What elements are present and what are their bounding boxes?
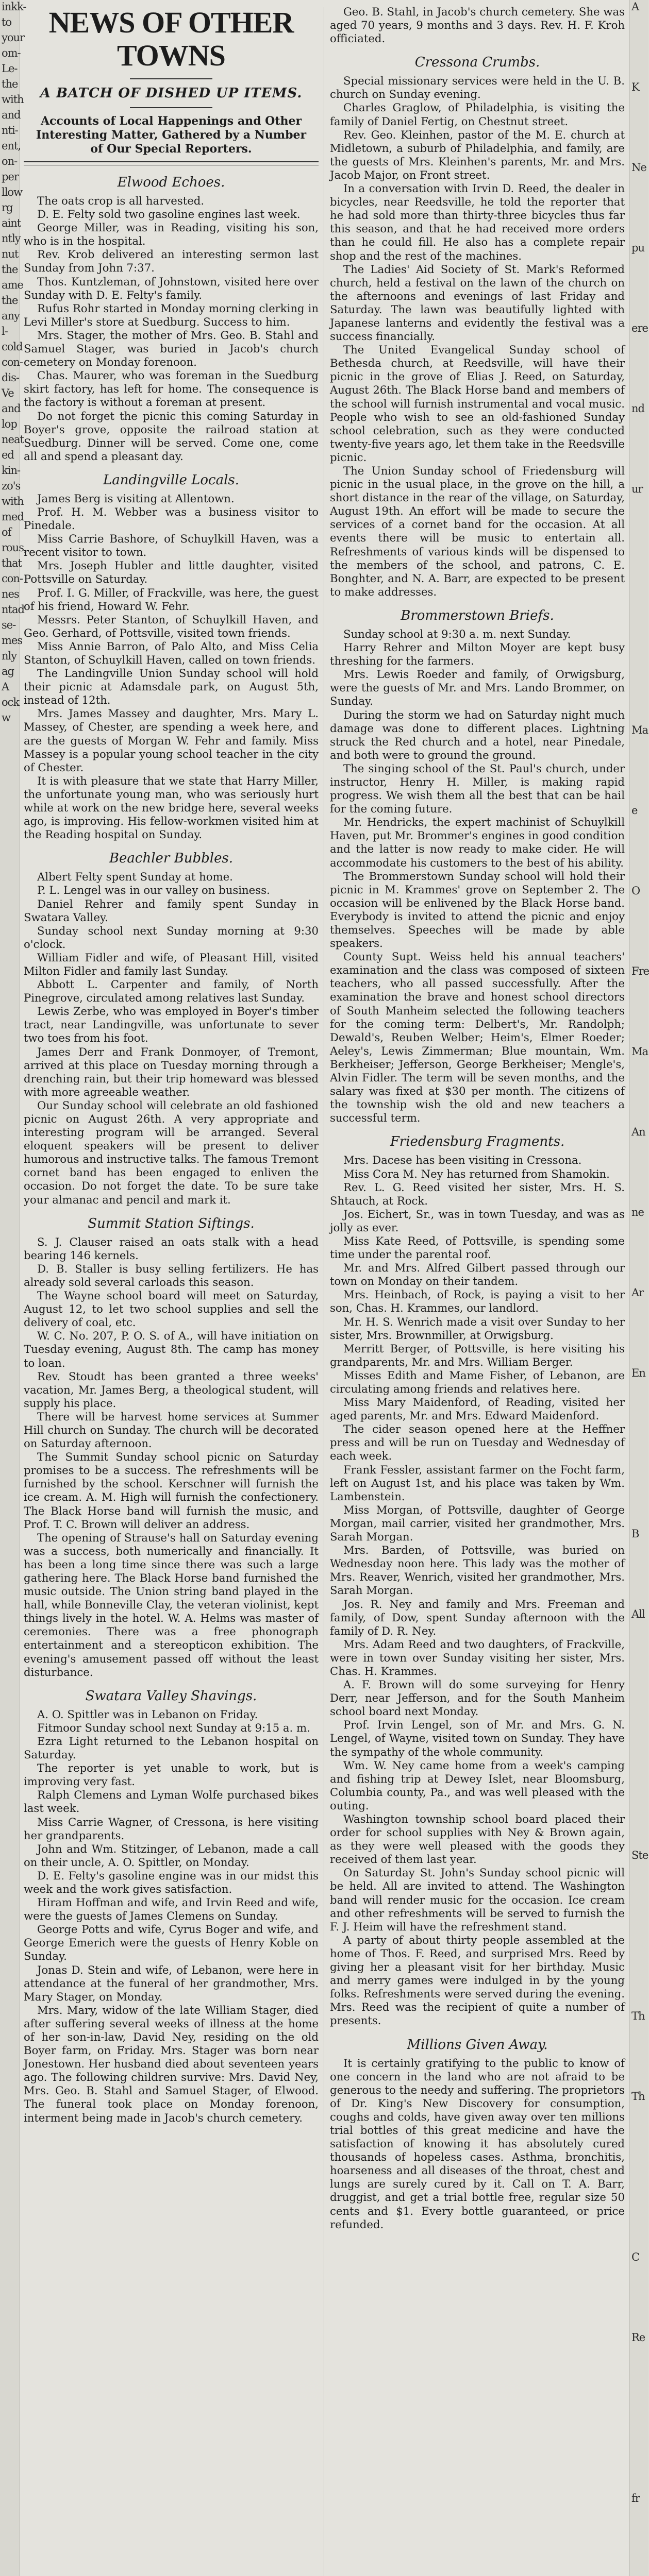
- news-item: James Berg is visiting at Allentown.: [37, 492, 235, 505]
- news-item: A. O. Spittler was in Lebanon on Friday.: [37, 1707, 258, 1721]
- news-item: Mrs. Barden, of Pottsville, was buried on Wednesday noon here. This lady was the mother of Mrs. Reaver, Wenrich, visited her grandmother, Mrs. Sarah Morgan.: [330, 1544, 625, 1597]
- edge-text-fragment: K: [631, 81, 639, 93]
- edge-text-fragment: All: [631, 1608, 645, 1620]
- news-item: D. E. Felty's gasoline engine was in our midst this week and the work gives satisfaction.: [24, 1869, 319, 1895]
- edge-text-fragment: inkk-: [2, 1, 26, 13]
- left-column-fragment: [0, 0, 27, 2576]
- news-item: Prof. Irvin Lengel, son of Mr. and Mrs. G. N. Lengel, of Wayne, visited town on Sunday. They have the sympathy of the whole community.: [330, 1718, 625, 1758]
- news-item: Mrs. Lewis Roeder and family, of Orwigsburg, were the guests of Mr. and Mrs. Lando Brommer, on Sunday.: [330, 668, 625, 708]
- news-item: James Derr and Frank Donmoyer, of Tremont, arrived at this place on Tuesday morning through a drenching rain, but their trip homeward was blessed with more agreeable weather.: [24, 1045, 319, 1098]
- news-item: Mrs. James Massey and daughter, Mrs. Mary L. Massey, of Chester, are spending a week here, and are the guests of Morgan W. Fehr and family. Miss Massey is a popular young school teacher in the city of Chester.: [24, 707, 319, 774]
- edge-text-fragment: nd: [631, 402, 644, 415]
- edge-text-fragment: nti-: [2, 124, 18, 137]
- news-item: Do not forget the picnic this coming Saturday in Boyer's grove, opposite the railroad station at Suedburg. Dinner will be served. Come one, come all and spend a pleasant day.: [24, 409, 319, 463]
- edge-text-fragment: [629, 1768, 648, 1782]
- edge-text-fragment: En: [631, 1367, 645, 1379]
- edge-text-fragment: any: [2, 310, 20, 322]
- edge-text-fragment: ame: [2, 279, 23, 291]
- news-item: S. J. Clauser raised an oats stalk with a head bearing 146 kernels.: [24, 1235, 319, 1262]
- news-item: The opening of Strause's hall on Saturday evening was a success, both numerically and financially. It has been a long time since there was such a large gathering here. The Black Horse band furnished the music outside. The Union string band played in the hall, while Bonneville Clay, the veteran violinist, kept things lively in the hotel. W. A. Helms was master of ceremonies. There was a free phonograph entertainment and a stereopticon exhibition. The evening's amusement passed off without the least disturbance.: [24, 1531, 319, 1679]
- double-rule: [24, 161, 319, 165]
- edge-text-fragment: nes: [2, 588, 19, 600]
- edge-text-fragment: fr: [631, 2492, 640, 2504]
- news-item: Daniel Rehrer and family spent Sunday in Swatara Valley.: [24, 897, 319, 924]
- edge-text-fragment: ock: [2, 696, 20, 708]
- edge-text-fragment: Ar: [631, 1286, 644, 1299]
- news-item: D. E. Felty sold two gasoline engines last week.: [37, 208, 301, 221]
- edge-text-fragment: Ma: [631, 724, 648, 736]
- divider: [130, 78, 212, 79]
- news-item: A. F. Brown will do some surveying for Henry Derr, near Jefferson, and for the South Manheim school board next Monday.: [330, 1678, 625, 1718]
- edge-text-fragment: nut: [2, 248, 19, 260]
- edge-text-fragment: ne: [631, 1206, 644, 1218]
- news-item: Thos. Kuntzleman, of Johnstown, visited here over Sunday with D. E. Felty's family.: [24, 275, 319, 301]
- news-item: It is with pleasure that we state that Harry Miller, the unfortunate young man, who was seriously hurt while at work on the new bridge here, several weeks ago, is improving. His fellow-workmen visited him at the Reading hospital on Sunday.: [24, 774, 319, 841]
- section-heading: Cressona Crumbs.: [414, 55, 540, 71]
- news-item: Hiram Hoffman and wife, and Irvin Reed and wife, were the guests of James Clemens on Sunday.: [24, 1896, 319, 1923]
- edge-text-fragment: your: [2, 31, 25, 44]
- edge-text-fragment: of: [2, 526, 11, 538]
- news-item: Our Sunday school will celebrate an old fashioned picnic on August 26th. A very appropriate and interesting program will be arranged. Several eloquent speakers will be present to deliver humorous and instructive talks. The famous Tremont cornet band has been engaged to enliven the occasion. Do not forget the date. To be sure take your almanac and pencil and mark it.: [24, 1098, 319, 1206]
- news-item: Chas. Maurer, who was foreman in the Suedburg skirt factory, has left for home. The consequence is the factory is without a foreman at present.: [24, 369, 319, 409]
- news-item: Rev. Krob delivered an interesting sermon last Sunday from John 7:37.: [24, 248, 319, 275]
- news-item: Miss Carrie Wagner, of Cressona, is here visiting her grandparents.: [24, 1815, 319, 1842]
- news-item: Rev. Stoudt has been granted a three weeks' vacation, Mr. James Berg, a theological student, will supply his place.: [24, 1369, 319, 1410]
- column-1-body: [24, 174, 319, 2125]
- news-item: George Miller, was in Reading, visiting his son, who is in the hospital.: [24, 221, 319, 248]
- section-heading: Summit Station Siftings.: [88, 1215, 255, 1231]
- edge-text-fragment: e: [631, 804, 638, 817]
- section-heading: Friedensburg Fragments.: [390, 1134, 565, 1150]
- news-item: Merritt Berger, of Pottsville, is here visiting his grandparents, Mr. and Mrs. William Berger.: [330, 1342, 625, 1368]
- edge-text-fragment: the: [2, 294, 18, 307]
- news-item: County Supt. Weiss held his annual teachers' examination and the class was composed of sixteen teachers, who all passed successfully. After the examination the brave and honest school directors of South Manheim selected the following teachers for the coming term: Delbert's, Mr. Randolph; Dewald's, Reuben Welber; Heim's, Elmer Roeder; Aeley's, Lewis Zimmerman; Blue mountain, Wm. Berkheiser; Jefferson, George Berkheiser; Mengle's, Alvin Fidler. The term will be seven months, and the salary was fixed at $30 per month. The citizens of the township wish the old and new teachers a successful term.: [330, 950, 625, 1125]
- news-item: Sunday school next Sunday morning at 9:30 o'clock.: [24, 924, 319, 951]
- edge-text-fragment: ere: [631, 322, 648, 334]
- news-item: Special missionary services were held in the U. B. church on Sunday evening.: [330, 74, 625, 101]
- edge-text-fragment: to: [2, 16, 12, 28]
- edge-text-fragment: [629, 2411, 648, 2425]
- edge-text-fragment: om-: [2, 47, 21, 59]
- news-item: Wm. W. Ney came home from a week's camping and fishing trip at Dewey Islet, near Bloomsburg, Columbia county, Pa., and was well pleased with the outing.: [330, 1758, 625, 1812]
- section-heading: Brommerstown Briefs.: [401, 607, 554, 623]
- edge-text-fragment: llow: [2, 186, 23, 198]
- news-item: Charles Graglow, of Philadelphia, is visiting the family of Daniel Fertig, on Chestnut street.: [330, 101, 625, 128]
- edge-text-fragment: [629, 643, 648, 656]
- edge-text-fragment: [629, 2170, 648, 2183]
- news-item: Miss Annie Barron, of Palo Alto, and Miss Celia Stanton, of Schuylkill Haven, called on town friends.: [24, 639, 319, 666]
- edge-text-fragment: Le-: [2, 62, 18, 75]
- news-item: It is certainly gratifying to the public to know of one concern in the land who are not afraid to be generous to the needy and suffering. The proprietors of Dr. King's New Discovery for consumption, coughs and colds, have given away over ten millions trial bottles of this great medicine and have the satisfaction of knowing it has absolutely cured thousands of hopeless cases. Asthma, bronchitis, hoarseness and all diseases of the throat, chest and lungs are surely cured by it. Call on T. A. Barr, druggist, and get a trial bottle free, regular size 50 cents and $1. Every bottle guaranteed, or price refunded.: [330, 2056, 625, 2231]
- edge-text-fragment: [629, 1688, 648, 1701]
- news-item: William Fidler and wife, of Pleasant Hill, visited Milton Fidler and family last Sunday.: [24, 951, 319, 977]
- edge-text-fragment: the: [2, 78, 18, 90]
- edge-text-fragment: Ne: [631, 161, 646, 174]
- news-item: The Wayne school board will meet on Saturday, August 12, to let two school supplies and sell the delivery of coal, etc.: [24, 1289, 319, 1329]
- news-item: Messrs. Peter Stanton, of Schuylkill Haven, and Geo. Gerhard, of Pottsville, visited town friends.: [24, 613, 319, 639]
- edge-text-fragment: An: [631, 1126, 645, 1138]
- edge-text-fragment: with: [2, 93, 24, 106]
- column-2-body: [330, 5, 625, 2231]
- news-item: Sunday school at 9:30 a. m. next Sunday.: [343, 627, 571, 640]
- right-column-fragment: [629, 0, 648, 2576]
- news-item: Miss Carrie Bashore, of Schuylkill Haven, was a recent visitor to town.: [24, 532, 319, 559]
- news-item: Ezra Light returned to the Lebanon hospital on Saturday.: [24, 1734, 319, 1761]
- news-item: Jos. Eichert, Sr., was in town Tuesday, and was as jolly as ever.: [330, 1207, 625, 1234]
- edge-text-fragment: Re: [631, 2331, 645, 2344]
- section-heading: Elwood Echoes.: [117, 175, 225, 190]
- news-item: Prof. I. G. Miller, of Frackville, was here, the guest of his friend, Howard W. Fehr.: [24, 586, 319, 613]
- edge-text-fragment: ur: [631, 483, 643, 495]
- news-item: Mrs. Joseph Hubler and little daughter, visited Pottsville on Saturday.: [24, 559, 319, 586]
- edge-text-fragment: O: [631, 885, 640, 897]
- deck-subheadline: Accounts of Local Happenings and Other Interesting Matter, Gathered by a Number of Our Special Reporters.: [36, 114, 307, 156]
- news-item: Jonas D. Stein and wife, of Lebanon, were here in attendance at the funeral of her grandmother, Mrs. Mary Stager, on Monday.: [24, 1963, 319, 2003]
- second-column: [330, 5, 625, 2231]
- edge-text-fragment: rous,: [2, 541, 27, 554]
- news-item: Fitmoor Sunday school next Sunday at 9:15 a. m.: [37, 1721, 310, 1734]
- news-item: On Saturday St. John's Sunday school picnic will be held. All are invited to attend. The Washington band will render music for the occasion. Ice cream and other refreshments will be served to furnish the F. J. Heim will have the refreshment stand.: [330, 1866, 625, 1933]
- edge-text-fragment: aint: [2, 217, 21, 229]
- edge-text-fragment: and: [2, 402, 21, 415]
- edge-text-fragment: ntly: [2, 232, 21, 245]
- news-item: Geo. B. Stahl, in Jacob's church cemetery. She was aged 70 years, 9 months and 3 days. Rev. H. F. Kroh officiated.: [330, 5, 625, 45]
- news-item: The singing school of the St. Paul's church, under instructor, Henry H. Miller, is making rapid progress. We wish them all the best that can be hail for the coming future.: [330, 761, 625, 816]
- news-item: Rufus Rohr started in Monday morning clerking in Levi Miller's store at Suedburg. Success to him.: [24, 301, 319, 328]
- news-item: Abbott L. Carpenter and family, of North Pinegrove, circulated among relatives last Sunday.: [24, 978, 319, 1005]
- edge-text-fragment: lop: [2, 418, 17, 430]
- edge-text-fragment: med: [2, 511, 24, 523]
- news-item: Rev. Geo. Kleinhen, pastor of the M. E. church at Midletown, a suburb of Philadelphia, and family, are the guests of Mrs. Kleinhen's parents, Mr. and Mrs. Jacob Major, on Front street.: [330, 128, 625, 181]
- edge-text-fragment: per: [2, 171, 19, 183]
- news-item: There will be harvest home services at Summer Hill church on Sunday. The church will be decorated on Saturday afternoon.: [24, 1410, 319, 1450]
- edge-text-fragment: [629, 2572, 648, 2576]
- news-item: Mrs. Mary, widow of the late William Stager, died after suffering several weeks of illness at the home of her son-in-law, David Ney, residing on the old Boyer farm, on Friday. Mrs. Stager was born near Jonestown. Her husband died about seventeen years ago. The following children survive: Mrs. David Ney, Mrs. Geo. B. Stahl and Samuel Stager, of Elwood. The funeral took place on Monday forenoon, interment being made in Jacob's church cemetery.: [24, 2003, 319, 2124]
- edge-text-fragment: kin-: [2, 464, 21, 477]
- news-item: Miss Morgan, of Pottsville, daughter of George Morgan, mail carrier, visited her grandmother, Mrs. Sarah Morgan.: [330, 1503, 625, 1544]
- news-item: Jos. R. Ney and family and Mrs. Freeman and family, of Dow, spent Sunday afternoon with the family of D. R. Ney.: [330, 1597, 625, 1637]
- news-item: Mrs. Dacese has been visiting in Cressona.: [343, 1154, 582, 1167]
- news-item: Mr. and Mrs. Alfred Gilbert passed through our town on Monday on their tandem.: [330, 1261, 625, 1288]
- news-item: Albert Felty spent Sunday at home.: [37, 870, 233, 884]
- news-item: During the storm we had on Saturday night much damage was done to different places. Lightning struck the Red church and a hotel, near Pinedale, and both were to ground the ground.: [330, 708, 625, 761]
- news-item: P. L. Lengel was in our valley on business.: [37, 884, 270, 897]
- news-item: The Ladies' Aid Society of St. Mark's Reformed church, held a festival on the lawn of the church on the afternoons and evenings of last Friday and Saturday. The lawn was beautifully lighted with Japanese lanterns and evidently the festival was a success financially.: [330, 262, 625, 343]
- news-item: Mr. Hendricks, the expert machinist of Schuylkill Haven, put Mr. Brommer's engines in good condition and the latter is now ready to make cider. He will accommodate his customers to the best of his ability.: [330, 816, 625, 869]
- edge-text-fragment: Th: [631, 2010, 645, 2022]
- edge-text-fragment: A: [2, 681, 9, 693]
- news-item: In a conversation with Irvin D. Reed, the dealer in bicycles, near Reedsville, he told the reporter that he had sold more than thirty-three bicycles thus far this season, and that he had received more orders than he could fill. He also has a complete repair shop and the rest of the machines.: [330, 182, 625, 262]
- news-item: D. B. Staller is busy selling fertilizers. He has already sold several carloads this season.: [24, 1262, 319, 1289]
- edge-text-fragment: Th: [631, 2090, 645, 2103]
- edge-text-fragment: and: [2, 109, 21, 121]
- news-item: Misses Edith and Mame Fisher, of Lebanon, are circulating among friends and relatives here.: [330, 1368, 625, 1395]
- edge-text-fragment: [629, 1447, 648, 1460]
- edge-text-fragment: ntad: [2, 603, 24, 616]
- news-item: W. C. No. 207, P. O. S. of A., will have initiation on Tuesday evening, August 8th. The camp has money to loan.: [24, 1329, 319, 1369]
- edge-text-fragment: C: [631, 2251, 640, 2263]
- news-item: Miss Kate Reed, of Pottsville, is spending some time under the parental roof.: [330, 1234, 625, 1261]
- news-item: John and Wm. Stitzinger, of Lebanon, made a call on their uncle, A. O. Spittler, on Monday.: [24, 1842, 319, 1869]
- edge-text-fragment: with: [2, 495, 24, 507]
- edge-text-fragment: l-: [2, 325, 8, 337]
- edge-text-fragment: Ste: [631, 1849, 648, 1861]
- edge-text-fragment: [629, 563, 648, 576]
- edge-text-fragment: Ma: [631, 1045, 648, 1058]
- section-heading: Swatara Valley Shavings.: [85, 1688, 257, 1704]
- edge-text-fragment: that: [2, 557, 22, 569]
- edge-text-fragment: con-: [2, 572, 23, 585]
- news-item: A party of about thirty people assembled at the home of Thos. F. Reed, and surprised Mrs. Reed by giving her a pleasant visit for her birthday. Music and merry games were indulged in by the young folks. Refreshments were served during the evening. Mrs. Reed was the recipient of quite a number of presents.: [330, 1933, 625, 2027]
- section-heading: Millions Given Away.: [407, 2037, 548, 2053]
- news-item: George Potts and wife, Cyrus Boger and wife, and George Emerich were the guests of Henry Koble on Sunday.: [24, 1923, 319, 1963]
- divider: [130, 107, 212, 108]
- news-item: Washington township school board placed their order for school supplies with Ney & Brown again, as they were well pleased with the goods they received of them last year.: [330, 1812, 625, 1866]
- edge-text-fragment: ent,: [2, 140, 21, 152]
- news-item: The Landingville Union Sunday school will hold their picnic at Adamsdale park, on August 5th, instead of 12th.: [24, 667, 319, 707]
- edge-text-fragment: neat: [2, 433, 24, 446]
- news-item: Mrs. Adam Reed and two daughters, of Frackville, were in town over Sunday visiting her sister, Mrs. Chas. H. Krammes.: [330, 1637, 625, 1677]
- news-item: The United Evangelical Sunday school of Bethesda church, at Reedsville, will have their picnic in the grove of Elias J. Reed, on Saturday, August 26th. The Black Horse band and members of the school will furnish instrumental and vocal music. People who wish to see an old-fashioned Sunday school celebration, such as they were conducted twenty-five years ago, let them take in the Reedsville picnic.: [330, 343, 625, 464]
- news-item: The Union Sunday school of Friedensburg will picnic in the usual place, in the grove on the hill, a short distance in the rear of the village, on Saturday, August 19th. An effort will be made to secure the services of a cornet band for the occasion. At all events there will be music to entertain all. Refreshments of various kinds will be dispensed to the members of the school, and patrons, C. E. Bonghter, and N. A. Barr, are expected to be present to make addresses.: [330, 464, 625, 598]
- news-item: The Summit Sunday school picnic on Saturday promises to be a success. The refreshments will be furnished by the school. Kerschner will furnish the ice cream. A. M. High will furnish the confectionery. The Black Horse band will furnish the music, and Prof. T. C. Brown will deliver an address.: [24, 1450, 319, 1531]
- edge-text-fragment: cold: [2, 341, 23, 353]
- section-heading: Beachler Bubbles.: [109, 851, 234, 867]
- edge-text-fragment: pu: [631, 242, 644, 254]
- news-item: Prof. H. M. Webber was a business visitor to Pinedale.: [24, 505, 319, 532]
- masthead: NEWS OF OTHER TOWNS: [48, 6, 294, 72]
- news-item: Frank Fessler, assistant farmer on the Focht farm, left on August 1st, and his place was taken by Wm. Lambenstein.: [330, 1463, 625, 1503]
- news-item: Miss Cora M. Ney has returned from Shamokin.: [343, 1167, 610, 1180]
- edge-text-fragment: mes: [2, 634, 23, 647]
- edge-text-fragment: [629, 1929, 648, 1942]
- edge-text-fragment: se-: [2, 619, 16, 631]
- edge-text-fragment: ag: [2, 665, 14, 677]
- edge-text-fragment: Fre: [631, 965, 649, 977]
- edge-text-fragment: w: [2, 711, 10, 724]
- news-item: Mrs. Heinbach, of Rock, is paying a visit to her son, Chas. H. Krammes, our landlord.: [330, 1288, 625, 1315]
- edge-text-fragment: con-: [2, 356, 23, 368]
- news-item: The cider season opened here at the Heffner press and will be run on Tuesday and Wednesday of each week.: [330, 1422, 625, 1463]
- news-item: Lewis Zerbe, who was employed in Boyer's timber tract, near Landingville, was unfortunate to sever two toes from his foot.: [24, 1005, 319, 1045]
- news-item: Mrs. Stager, the mother of Mrs. Geo. B. Stahl and Samuel Stager, was buried in Jacob's church cemetery on Monday forenoon.: [24, 328, 319, 369]
- edge-text-fragment: zo's: [2, 480, 21, 492]
- edge-text-fragment: nly: [2, 650, 17, 662]
- edge-text-fragment: dis-: [2, 371, 20, 384]
- section-heading: Landingville Locals.: [103, 472, 240, 488]
- news-item: The reporter is yet unable to work, but is improving very fast.: [24, 1761, 319, 1788]
- edge-text-fragment: rg: [2, 201, 13, 214]
- news-item: Miss Mary Maidenford, of Reading, visited her aged parents, Mr. and Mrs. Edward Maidenford.: [330, 1396, 625, 1422]
- edge-text-fragment: Ve: [2, 387, 14, 399]
- edge-text-fragment: on-: [2, 155, 18, 167]
- news-item: Ralph Clemens and Lyman Wolfe purchased bikes last week.: [24, 1788, 319, 1815]
- edge-text-fragment: A: [631, 1, 639, 13]
- news-item: Mr. H. S. Wenrich made a visit over Sunday to her sister, Mrs. Brownmiller, at Orwigsburg.: [330, 1315, 625, 1342]
- edge-text-fragment: the: [2, 263, 18, 276]
- edge-text-fragment: ed: [2, 449, 14, 461]
- edge-text-fragment: B: [631, 1528, 639, 1540]
- deck-headline: A BATCH OF DISHED UP ITEMS.: [40, 86, 303, 101]
- main-column: [24, 5, 319, 2125]
- news-item: The Brommerstown Sunday school will hold their picnic in M. Krammes' grove on September 2. The occasion will be enlivened by the Black Horse band. Everybody is invited to attend the picnic and enjoy themselves. Speeches will be made by able speakers.: [330, 869, 625, 950]
- news-item: Harry Rehrer and Milton Moyer are kept busy threshing for the farmers.: [330, 641, 625, 668]
- news-item: The oats crop is all harvested.: [37, 194, 205, 207]
- news-item: Rev. L. G. Reed visited her sister, Mrs. H. S. Shtauch, at Rock.: [330, 1180, 625, 1207]
